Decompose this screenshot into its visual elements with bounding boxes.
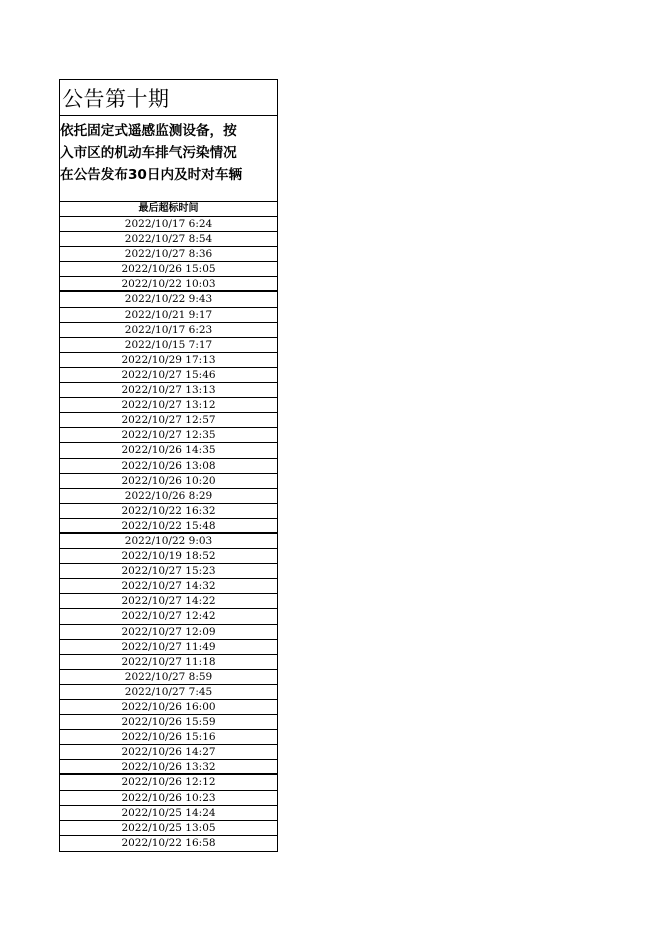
table-cell-time[interactable]: 2022/10/17 6:24	[60, 217, 277, 232]
table-cell-time[interactable]: 2022/10/25 13:05	[60, 821, 277, 836]
table-cell-time[interactable]: 2022/10/27 14:32	[60, 579, 277, 594]
table-cell-time[interactable]: 2022/10/26 15:05	[60, 262, 277, 277]
table-cell-time[interactable]: 2022/10/27 12:09	[60, 625, 277, 640]
table-cell-time[interactable]: 2022/10/27 12:57	[60, 413, 277, 428]
description-line-3: 在公告发布30日内及时对车辆	[60, 167, 243, 183]
table-cell-time[interactable]: 2022/10/27 12:35	[60, 428, 277, 443]
table-cell-time[interactable]: 2022/10/26 10:20	[60, 474, 277, 489]
table-cell-time[interactable]: 2022/10/27 15:23	[60, 564, 277, 579]
table-cell-time[interactable]: 2022/10/26 13:32	[60, 760, 277, 775]
table-cell-time[interactable]: 2022/10/22 9:03	[60, 534, 277, 549]
description-cell[interactable]	[60, 116, 277, 202]
table-cell-time[interactable]: 2022/10/22 10:03	[60, 277, 277, 292]
table-cell-time[interactable]: 2022/10/22 16:58	[121, 836, 216, 849]
table-cell-time[interactable]: 2022/10/27 8:36	[60, 247, 277, 262]
table-cell-time[interactable]: 2022/10/26 15:59	[60, 715, 277, 730]
table-cell-time[interactable]: 2022/10/27 12:42	[60, 609, 277, 624]
table-cell-time[interactable]: 2022/10/27 13:13	[60, 383, 277, 398]
table-cell-time[interactable]: 2022/10/26 15:16	[60, 730, 277, 745]
table-cell-time[interactable]: 2022/10/27 7:45	[60, 685, 277, 700]
spreadsheet-table	[59, 79, 278, 852]
table-cell-time[interactable]: 2022/10/22 9:43	[60, 292, 277, 307]
table-cell-time[interactable]: 2022/10/26 12:12	[60, 775, 277, 790]
column-header-last-exceed-time[interactable]: 最后超标时间	[60, 202, 277, 217]
table-cell-time[interactable]: 2022/10/25 14:24	[60, 806, 277, 821]
table-cell-time[interactable]: 2022/10/27 13:12	[60, 398, 277, 413]
table-cell-time[interactable]: 2022/10/21 9:17	[60, 308, 277, 323]
description-line-1: 依托固定式遥感监测设备，按	[60, 123, 237, 139]
table-cell-time[interactable]: 2022/10/27 15:46	[60, 368, 277, 383]
table-cell-time[interactable]: 2022/10/17 6:23	[60, 323, 277, 338]
table-cell-time[interactable]: 2022/10/26 14:35	[60, 443, 277, 458]
table-cell-time[interactable]: 2022/10/29 17:13	[60, 353, 277, 368]
table-cell-time[interactable]: 2022/10/22 16:32	[60, 504, 277, 519]
table-cell-time[interactable]: 2022/10/26 8:29	[60, 489, 277, 504]
table-cell-time[interactable]: 2022/10/15 7:17	[60, 338, 277, 353]
table-cell-time[interactable]: 2022/10/26 13:08	[60, 459, 277, 474]
table-cell-time[interactable]: 2022/10/27 11:49	[60, 640, 277, 655]
table-cell-time[interactable]: 2022/10/26 16:00	[60, 700, 277, 715]
table-cell-time[interactable]: 2022/10/26 14:27	[60, 745, 277, 760]
table-cell-time[interactable]: 2022/10/27 14:22	[60, 594, 277, 609]
table-cell-time[interactable]: 2022/10/27 11:18	[60, 655, 277, 670]
table-cell-time[interactable]: 2022/10/22 15:48	[60, 519, 277, 534]
table-cell-time[interactable]: 2022/10/27 8:54	[60, 232, 277, 247]
table-cell-time[interactable]: 2022/10/26 10:23	[60, 791, 277, 806]
data-rows	[60, 217, 277, 851]
announcement-title-cell[interactable]	[60, 80, 277, 116]
table-cell-time[interactable]: 2022/10/19 18:52	[60, 549, 277, 564]
table-cell-time[interactable]: 2022/10/27 8:59	[60, 670, 277, 685]
announcement-title: 公告第十期	[62, 86, 170, 111]
description-line-2: 入市区的机动车排气污染情况	[60, 145, 237, 161]
